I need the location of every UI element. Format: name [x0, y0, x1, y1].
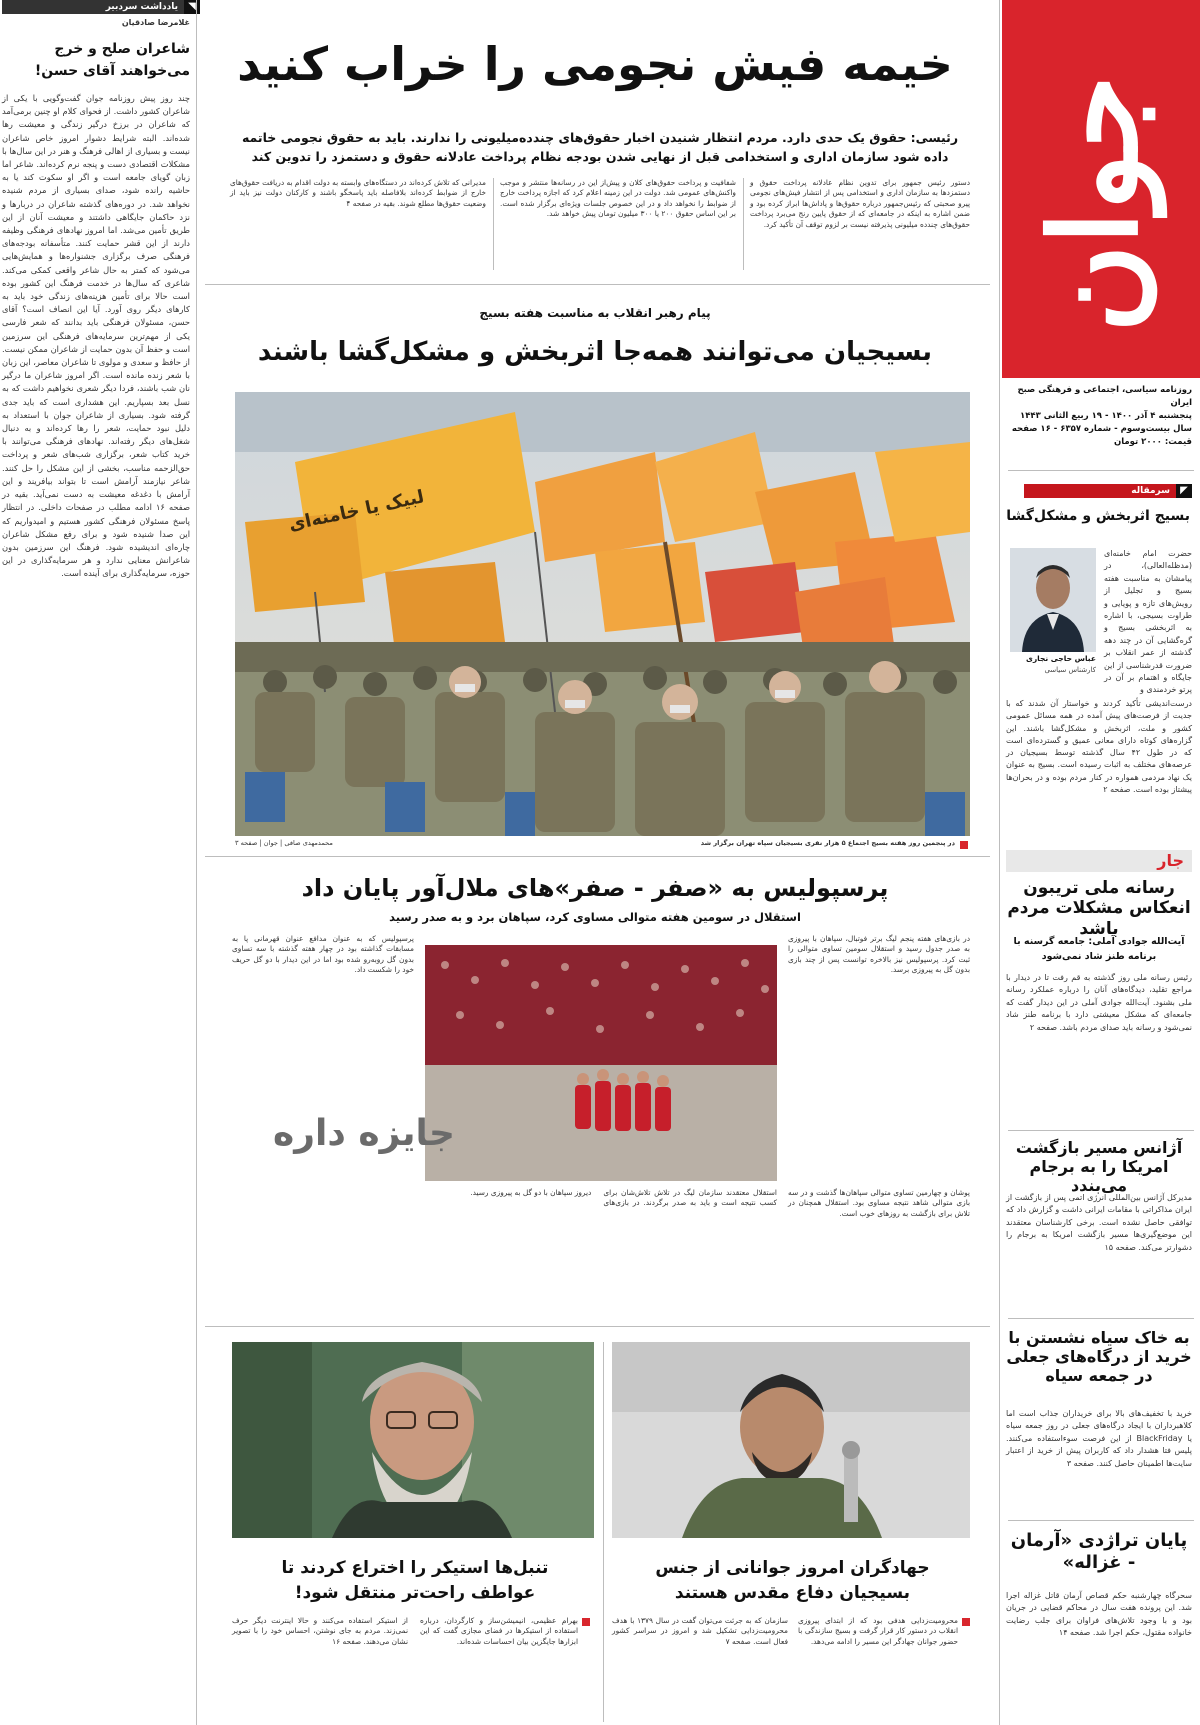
- lead-col1: دستور رئیس جمهور برای تدوین نظام عادلانه پرداخت حقوق و دستمزدها به سازمان اداری و استخدامی پس از انتشار فیش‌های نجومی پیرو صحبتی که رئیس‌جمهور درباره حقوق‌ها و پاداش‌ها ابراز کرده بود و ضمن اشاره به اینکه در جامعه‌ای که از حقوق پایین رنج می‌برد پرداخت حقوق‌های چندده میلیونی پذیرفته نیست بر لزوم توقف آن تأکید کرد.: [750, 178, 970, 229]
- caption-marker: [960, 841, 968, 849]
- jihad-text-b: سازمان که به جرئت می‌توان گفت در سال ۱۳۷۹ با هدف محرومیت‌زدایی تشکیل شد و امروز در سراسر کشور فعال است. صفحه ۷: [612, 1616, 788, 1646]
- story1-body: رئیس رسانه ملی روز گذشته به قم رفت تا در دیدار با مراجع تقلید، دیدگاه‌های آنان را درباره عملکرد رسانه ملی بشنود. آیت‌الله جوادی آملی در این دیدار گفت که جامعه‌ای که مشکل معیشتی دارد با برنامه طنز شاد نمی‌شود و رسانه باید صدای مردم باشد. صفحه ۲: [1006, 973, 1192, 1032]
- logo-text: جوان: [1024, 75, 1165, 333]
- masthead-date: پنجشنبه ۴ آذر ۱۴۰۰ - ۱۹ ربیع الثانی ۱۴۴۳: [1020, 411, 1192, 421]
- masthead: [1002, 0, 1200, 380]
- story1-subhead: آیت‌الله جوادی آملی: جامعه گرسنه با برنامه طنز شاد نمی‌شود: [1013, 936, 1185, 962]
- left-tag-label: یادداشت سردبیر: [2, 0, 184, 14]
- sports-col3: پوشان و چهارمین تساوی متوالی سپاهان‌ها گذشت و در سه بازی متوالی شاهد نتیجه مساوی بود. استقلال همچنان در تلاش برای بازگشت به روزهای خوب است.: [788, 1188, 970, 1218]
- left-author: غلامرضا صادقیان: [121, 18, 190, 27]
- sticker-text-b: از استیکر استفاده می‌کنند و حالا اینترنت دیگر حرف نمی‌زند. مردم به جای نوشتن، احساس خود را با تصویر نشان می‌دهند. صفحه ۱۶: [232, 1616, 408, 1646]
- sports-col2: پرسپولیس که به عنوان مدافع عنوان قهرمانی پا به مسابقات گذاشته بود در چهار هفته گذشته با سه تساوی بدون گل روبه‌رو شده بود اما در این دیدار با دو گل حریف خود را شکست داد.: [232, 934, 414, 975]
- left-headline: شاعران صلح و خرج می‌خواهند آقای حسن!: [34, 41, 190, 79]
- commander-portrait: [612, 1342, 970, 1538]
- leader-kicker: پیام رهبر انقلاب به مناسبت هفته بسیج: [479, 306, 711, 320]
- editorial-tag-label: سرمقاله: [1024, 484, 1176, 498]
- animator-portrait: [232, 1342, 594, 1538]
- author-portrait: [1010, 548, 1096, 652]
- masthead-issue: سال بیست‌وسوم - شماره ۶۳۵۷ - ۱۶ صفحه: [1011, 424, 1192, 434]
- sports-col1: در بازی‌های هفته پنجم لیگ برتر فوتبال، سپاهان با پیروزی به صدر جدول رسید و استقلال سومین تساوی متوالی را ثبت کرد. پرسپولیس نیز بالاخره توانست پس از چند بازی بدون گل به پیروزی برسد.: [788, 934, 970, 975]
- editorial-headline: بسیج اثربخش و مشکل‌گشا: [1006, 508, 1190, 524]
- jihad-photo: [612, 1342, 970, 1538]
- editorial-tag: [1024, 484, 1192, 498]
- masthead-subtitle: روزنامه سیاسی، اجتماعی و فرهنگی صبح ایران: [1017, 385, 1192, 408]
- sports-col4: استقلال معتقدند سازمان لیگ در تلاش تلاش‌شان برای کسب نتیجه است و باید به صدر برگردند. در بازی‌های دیروز سپاهان با دو گل به پیروزی رسید.: [470, 1188, 777, 1208]
- editorial-author-photo: [1010, 548, 1096, 652]
- leader-headline: بسیجیان می‌توانند همه‌جا اثربخش و مشکل‌گشا باشند: [257, 337, 933, 367]
- masthead-info: [1002, 384, 1192, 449]
- jaar-banner: [1006, 850, 1192, 872]
- story4-body: سحرگاه چهارشنبه حکم قصاص آرمان قاتل غزاله اجرا شد. این پرونده هفت سال در محاکم قضایی در جریان بود و با وجود تلاش‌های فراوان برای جلب رضایت خانواده مقتول، حکم اجرا شد. صفحه ۱۴: [1006, 1591, 1192, 1638]
- sticker-marker: [582, 1618, 590, 1626]
- bisij-caption: در پنجمین روز هفته بسیج اجتماع ۵ هزار نفری بسیجیان سپاه تهران برگزار شد: [700, 839, 955, 847]
- jaar-label: جار: [1157, 851, 1184, 870]
- masthead-price: قیمت: ۲۰۰۰ تومان: [1113, 437, 1192, 447]
- story2-headline: آژانس مسیر بازگشت امریکا را به برجام می‌بندد: [1015, 1138, 1183, 1196]
- lead-col3: مدیرانی که تلاش کرده‌اند در دستگاه‌های وابسته به دولت اقدام به دریافت حقوق‌های خارج از ضوابط کرده‌اند بلافاصله باید پاسخگو باشند و کارکنان دولت نیز باید از وضعیت حقوق‌ها مطلع شوند. بقیه در صفحه ۴: [230, 178, 486, 208]
- sports-headline: پرسپولیس به «صفر - صفر»های ملال‌آور پایان داد: [301, 874, 889, 902]
- editorial-author-name: عباس حاجی نجاری: [1025, 654, 1096, 663]
- story2-body: مدیرکل آژانس بین‌المللی انرژی اتمی پس از بازگشت از ایران مذاکراتی با مقامات ایرانی داشت و گزارش داد که توافقی حاصل نشده است. برخی کارشناسان معتقدند این موضع‌گیری‌ها مسیر بازگشت امریکا به برجام را دشوارتر می‌کند. صفحه ۱۵: [1006, 1193, 1192, 1252]
- masthead-logo: [1002, 0, 1200, 378]
- story4-headline: پایان تراژدی «آرمان - غزاله»: [1010, 1530, 1188, 1573]
- jihad-marker: [962, 1618, 970, 1626]
- sticker-headline: تنبل‌ها استیکر را اختراع کردند تا عواطف راحت‌تر منتقل شود!: [281, 1558, 549, 1603]
- left-body: چند روز پیش روزنامه جوان گفت‌وگویی با یکی از شاعران کشور داشت. از فحوای کلام او چنین برمی‌آمد که شاعران در برزخ درگیر زندگی و معیشت رها شده‌اند. البته شرایط دشوار امروز خاص شاعران نیست و بسیاری از اهالی فرهنگ و هنر در این سال‌ها با مشکلات اقتصادی دست و پنجه نرم کرده‌اند. شاعر اما زبان گویای جامعه است و اگر او سکوت کند یا به حاشیه رانده شود، صدای بسیاری از مردم شنیده نخواهد شد. در دوره‌های گذشته شاعران در دربارها و نزد حاکمان جایگاهی داشتند و معیشت آنان از این طریق تأمین می‌شد. اما امروز نهادهای فرهنگی وظیفه دارند از این قشر حمایت کنند. متأسفانه بودجه‌های فرهنگی صرف برگزاری جشنواره‌ها و همایش‌هایی می‌شود که کمتر به حال شاعر واقعی کمکی می‌کند. شاعری که سال‌ها در خدمت فرهنگ این کشور بوده است حالا برای تأمین هزینه‌های زندگی خود باید به کارهای دیگر روی آورد. آیا این انصاف است؟ آقای حسن، مسئولان فرهنگی باید بدانند که شعر فارسی یکی از مهم‌ترین سرمایه‌های فرهنگی این سرزمین است و حفظ آن بدون حمایت از شاعران ممکن نیست. از حافظ و سعدی و مولوی تا شاعران معاصر، این زبان با شعر زنده مانده است. اگر امروز شاعران ما درگیر نان شب باشند، فردا دیگر شعری نخواهیم داشت که به نسل بعد بسپاریم. این هشداری است که باید جدی گرفته شود. بسیاری از شاعران جوان با استعداد به دلیل نبود حمایت، شعر را رها کرده‌اند و به دنبال شغل‌های دیگر رفته‌اند. نهادهای فرهنگی می‌توانند با خرید کتاب شعر، برگزاری شب‌های شعر و پرداخت حق‌الزحمه مناسب، بخشی از این مشکل را حل کنند. شاعر نیازمند آرامش است تا بتواند بیافریند و این آرامش با دغدغه معیشت به دست نمی‌آید. بقیه در صفحه ۱۶ ادامه مطلب در صفحات داخلی. در انتظار پاسخ مسئولان فرهنگی کشور هستیم و امیدواریم که این صدا شنیده شود و برای رفع مشکل شاعران چاره‌ای اندیشیده شود. فرهنگ این سرزمین بدون شاعرانش معنایی ندارد و هر سرمایه‌گذاری در این حوزه، سرمایه‌گذاری برای آینده است.: [2, 93, 190, 579]
- bisij-photo-credit: محمدمهدی صافی | جوان | صفحه ۳: [235, 839, 333, 847]
- jihad-text-a: محرومیت‌زدایی هدفی بود که از ابتدای پیروزی انقلاب در دستور کار قرار گرفت و بسیج سازندگی با حضور جوانان جهادگر این مسیر را ادامه می‌دهد.: [798, 1616, 958, 1646]
- lead-col2: شفافیت و پرداخت حقوق‌های کلان و پیش‌از این در رسانه‌ها منتشر و موجب واکنش‌های عمومی شد. دولت در این زمینه اعلام کرد که اجازه پرداخت خارج از ضوابط را نخواهد داد و در این خصوص جلسات ویژه‌ای برگزار شده است. بر این اساس حقوق ۲۰۰ یا ۳۰۰ میلیون تومان پیش خواهد شد.: [500, 178, 736, 219]
- banner-text: جایزه داره: [273, 1113, 455, 1154]
- editorial-author-title: کارشناس سیاسی: [1044, 666, 1096, 674]
- sticker-text-a: بهرام عظیمی، انیمیشن‌ساز و کارگردان، درباره استفاده از استیکرها در فضای مجازی گفت که این ابزارها جایگزین بیان احساسات شده‌اند.: [420, 1616, 578, 1646]
- editorial-body: درست‌اندیشی تأکید کردند و خواستار آن شدند که با جدیت از فرصت‌های پیش آمده در همه مسائل عمومی کشور و ملت، اثربخش و مشکل‌گشا باشند. این گزاره‌های کوتاه دارای معانی عمیق و گسترده‌ای است که در طول ۴۲ سال گذشته توسط بسیجیان در عرصه‌های مختلف به اثبات رسیده است. بسیج به عنوان یک نهاد مردمی همواره در کنار مردم بوده و در بحران‌ها پیشتاز بوده است. صفحه ۲: [1006, 699, 1192, 795]
- jihad-headline: جهادگران امروز جوانانی از جنس بسیجیان دفاع مقدس هستند: [655, 1558, 930, 1603]
- arrow-icon: ◤: [1176, 484, 1192, 498]
- left-tag: [2, 0, 200, 14]
- sticker-photo: [232, 1342, 594, 1538]
- flag-text: لبیک یا خامنه‌ای: [286, 486, 427, 536]
- story1-headline: رسانه ملی تریبون انعکاس مشکلات مردم باشد: [1007, 878, 1191, 939]
- left-arrow-icon: ◥: [184, 0, 200, 14]
- story3-headline: به خاک سیاه نشستن با خرید از درگاه‌های جعلی در جمعه سیاه: [1006, 1328, 1192, 1386]
- lead-headline: خیمه فیش نجومی را خراب کنید: [237, 37, 953, 91]
- sports-subhead: استقلال در سومین هفته متوالی مساوی کرد، سپاهان برد و به صدر رسید: [389, 910, 801, 924]
- editorial-lead: حضرت امام خامنه‌ای (مدظله‌العالی)، در پیامشان به مناسبت هفته بسیج و تجلیل از رویش‌های تازه و پویایی و طراوت بسیجی، با اشاره به اثربخشی بسیج و گره‌گشایی آن در چند دهه گذشته از عمر انقلاب بر ضرورت قدرشناسی از این جایگاه و اهتمام بر آن در پرتو خردمندی و: [1104, 549, 1192, 695]
- story3-body: خرید با تخفیف‌های بالا برای خریداران جذاب است اما کلاهبرداران با ایجاد درگاه‌های جعلی در روز جمعه سیاه یا BlackFriday از این فرصت سوءاستفاده می‌کنند. پلیس فتا هشدار داد که کاربران پیش از خرید از اعتبار سایت‌ها اطمینان حاصل کنند. صفحه ۳: [1006, 1409, 1192, 1468]
- bisij-photo: [235, 392, 970, 836]
- lead-subhead: رئیسی: حقوق یک حدی دارد. مردم انتظار شنیدن اخبار حقوق‌های چندده‌میلیونی را ندارند. باید به حقوق نجومی خاتمه داده شود سازمان اداری و استخدامی قبل از نهایی شدن بودجه نظام پرداخت عادلانه حقوق و دستمزد را تدوین کند: [241, 130, 959, 164]
- bisij-rally-image: [235, 392, 970, 836]
